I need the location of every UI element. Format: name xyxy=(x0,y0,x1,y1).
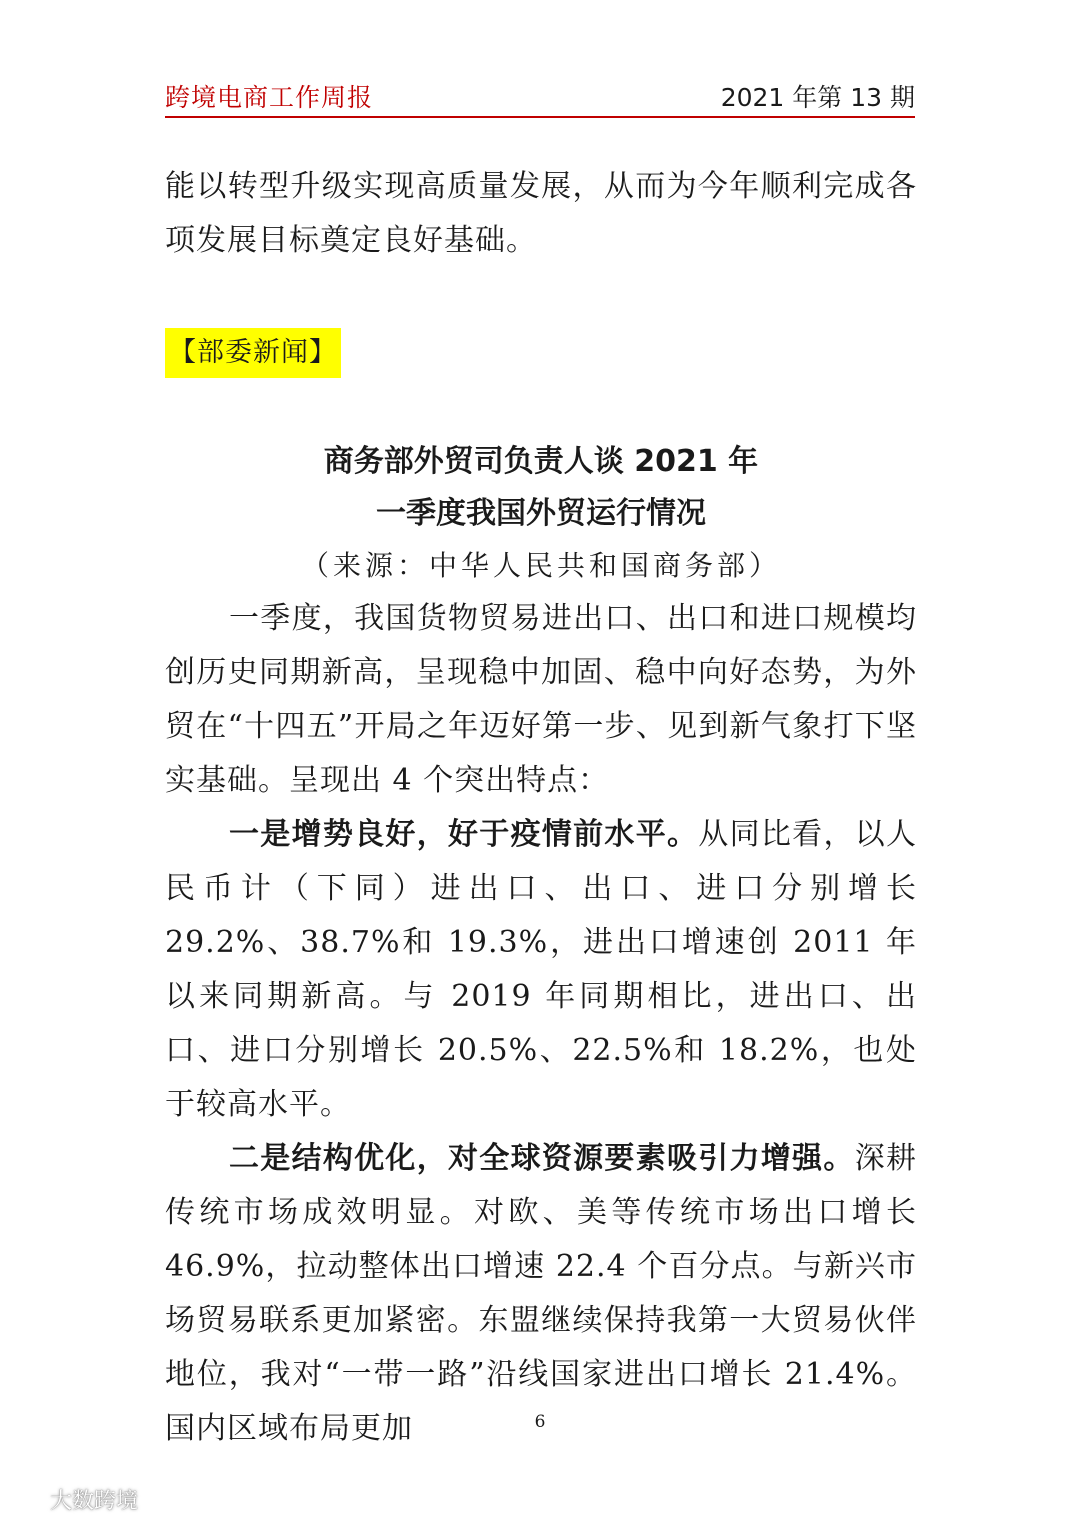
page-content xyxy=(165,160,917,1456)
article-title xyxy=(165,436,917,540)
issue-number: 2021 年第 13 期 xyxy=(720,83,915,112)
section-tag: 【部委新闻】 xyxy=(165,328,341,378)
point1-heading: 一是增势良好，好于疫情前水平。 xyxy=(229,817,699,852)
point2-heading: 二是结构优化，对全球资源要素吸引力增强。 xyxy=(229,1141,855,1176)
watermark-text: 大数跨境 xyxy=(50,1489,139,1514)
page-number: 6 xyxy=(534,1412,546,1432)
page-header xyxy=(165,76,915,118)
watermark xyxy=(14,1484,138,1515)
point2-body: 深耕传统市场成效明显。对欧、美等传统市场出口增长 46.9%，拉动整体出口增速 22.4 个百分点。与新兴市场贸易联系更加紧密。东盟继续保持我第一大贸易伙伴地位，我对“一带一路”沿线国家进出口增长 21.4%。国内区域布局更加 xyxy=(165,1141,918,1446)
article-source: （来源：中华人民共和国商务部） xyxy=(300,549,781,582)
article-paragraph-3 xyxy=(165,1132,917,1456)
weibo-logo-icon xyxy=(14,1488,44,1512)
report-title: 跨境电商工作周报 xyxy=(165,83,374,112)
article-paragraph-2 xyxy=(165,808,917,1132)
article-paragraph-1: 一季度，我国货物贸易进出口、出口和进口规模均创历史同期新高，呈现稳中加固、稳中向好态势，为外贸在“十四五”开局之年迈好第一步、见到新气象打下坚实基础。呈现出 4 个突出特点： xyxy=(165,601,917,798)
intro-paragraph: 能以转型升级实现高质量发展，从而为今年顺利完成各项发展目标奠定良好基础。 xyxy=(165,169,917,258)
point1-body: 从同比看，以人民币计（下同）进出口、出口、进口分别增长 29.2%、38.7%和 19.3%，进出口增速创 2011 年以来同期新高。与 2019 年同期相比，进出口、出口、进口分别增长 20.5%、22.5%和 18.2%，也处于较高水平。 xyxy=(165,817,918,1122)
article-title-line1: 商务部外贸司负责人谈 2021 年 xyxy=(323,444,759,479)
article-title-line2: 一季度我国外贸运行情况 xyxy=(376,496,706,531)
